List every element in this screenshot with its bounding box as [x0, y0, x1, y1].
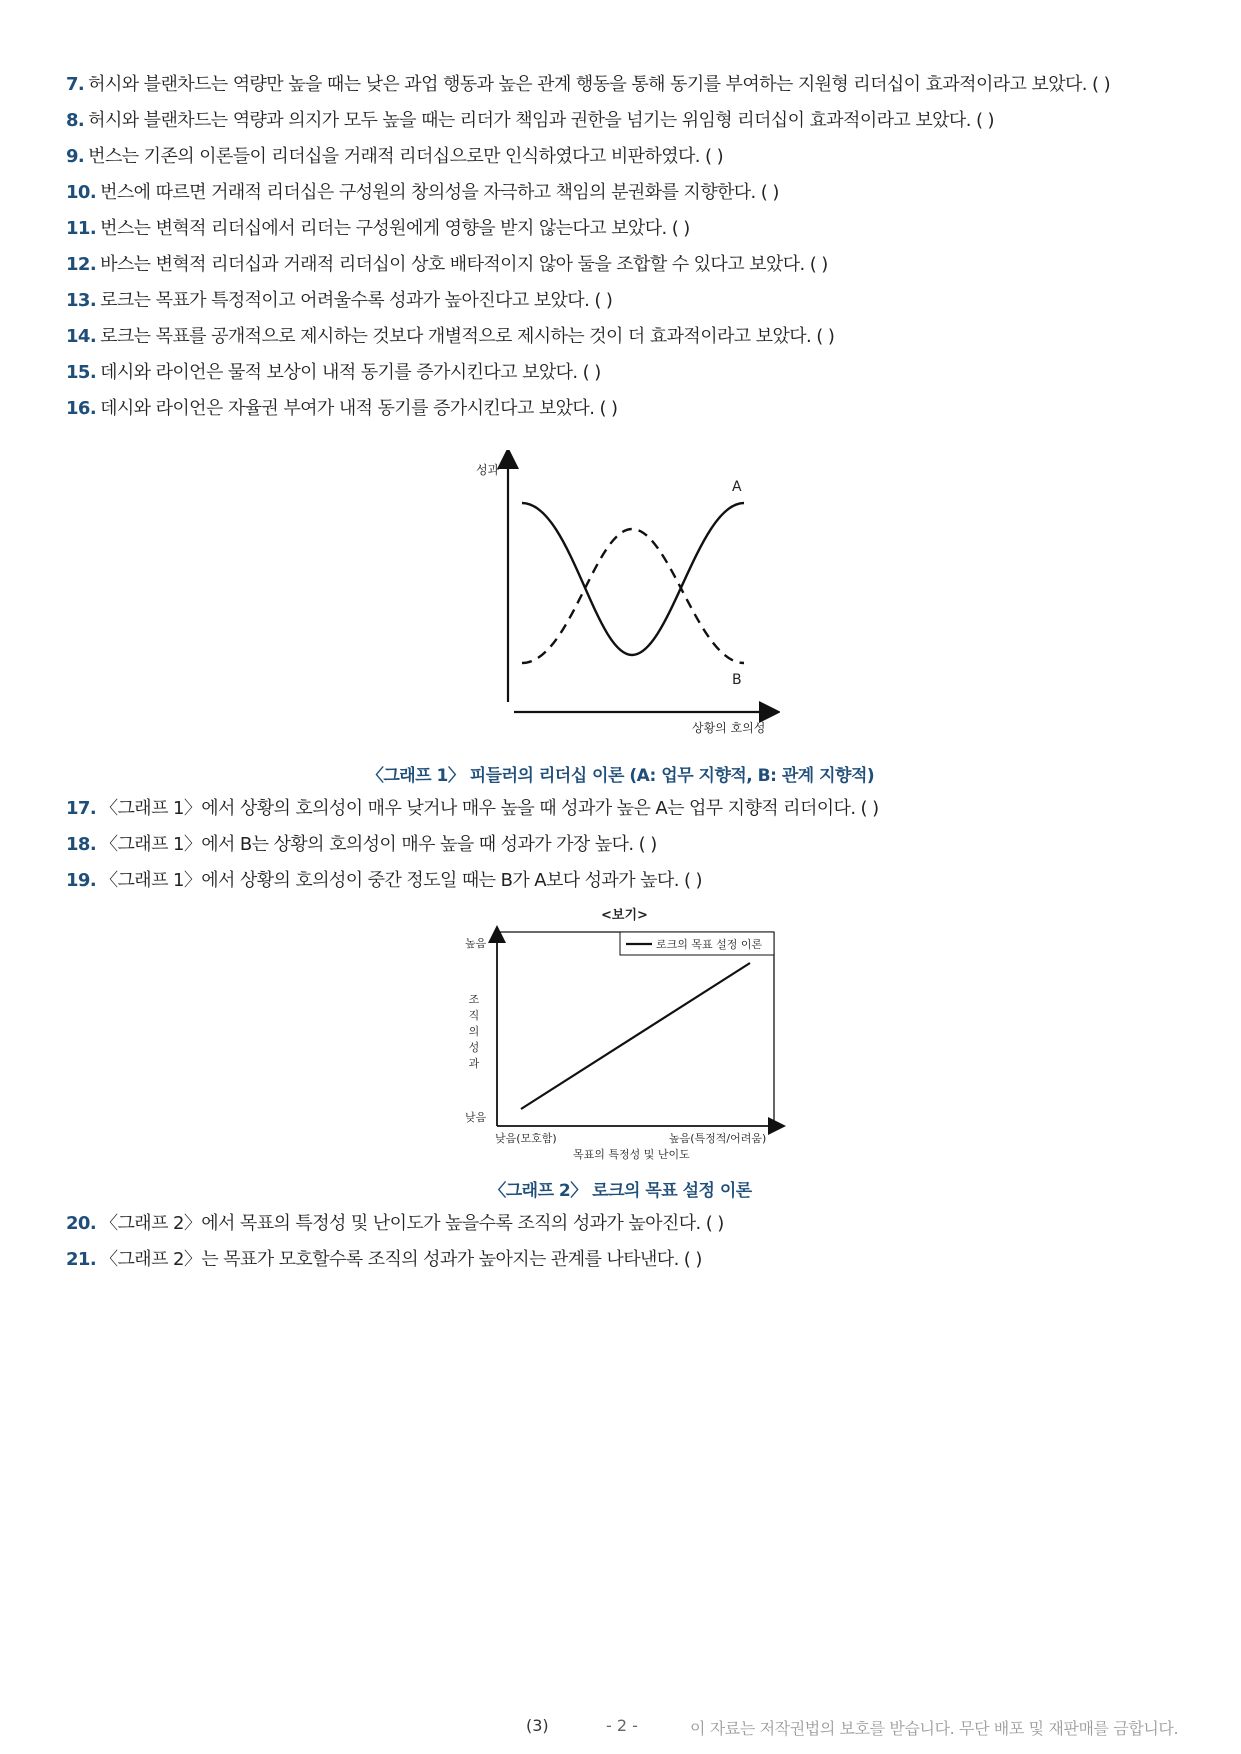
- footer-page-code: (3): [526, 1716, 549, 1735]
- question-13: [66, 289, 612, 313]
- question-9: [66, 145, 723, 169]
- question-21: [66, 1248, 702, 1272]
- question-17: [66, 797, 879, 821]
- question-text: 〈그래프 2〉에서 목표의 특정성 및 난이도가 높을수록 조직의 성과가 높아진다. ( ): [100, 1213, 724, 1234]
- question-text: 〈그래프 2〉는 목표가 모호할수록 조직의 성과가 높아지는 관계를 나타낸다. ( ): [100, 1249, 702, 1270]
- question-text: 번스에 따르면 거래적 리더십은 구성원의 창의성을 자극하고 책임의 분권화를 지향한다. ( ): [100, 182, 779, 203]
- question-text: 로크는 목표가 특정적이고 어려울수록 성과가 높아진다고 보았다. ( ): [100, 290, 613, 311]
- graph2-line-locke: [521, 963, 750, 1109]
- question-number: 18.: [66, 834, 97, 855]
- footer-page-number: - 2 -: [606, 1716, 638, 1735]
- graph1-caption: 〈그래프 1〉 피들러의 리더십 이론 (A: 업무 지향적, B: 관계 지향적): [366, 766, 875, 786]
- question-18: [66, 833, 657, 857]
- question-number: 16.: [66, 398, 97, 419]
- question-15: [66, 361, 601, 385]
- question-number: 8.: [66, 110, 85, 131]
- question-number: 14.: [66, 326, 97, 347]
- question-number: 17.: [66, 798, 97, 819]
- graph2-legend-label: 로크의 목표 설정 이론: [656, 938, 763, 951]
- question-number: 10.: [66, 182, 97, 203]
- question-text: 허시와 블랜차드는 역량과 의지가 모두 높을 때는 리더가 책임과 권한을 넘기는 위임형 리더십이 효과적이라고 보았다. ( ): [88, 110, 994, 131]
- graph2-title: <보기>: [601, 908, 648, 923]
- question-text: 데시와 라이언은 자율권 부여가 내적 동기를 증가시킨다고 보았다. ( ): [100, 398, 618, 419]
- question-text: 바스는 변혁적 리더십과 거래적 리더십이 상호 배타적이지 않아 둘을 조합할 수 있다고 보았다. ( ): [100, 254, 828, 275]
- graph1-fiedler: [460, 450, 780, 740]
- graph2-y-low: 낮음: [465, 1111, 487, 1124]
- question-8: [66, 109, 994, 133]
- graph2-x-low: 낮음(모호함): [495, 1132, 557, 1145]
- question-14: [66, 325, 834, 349]
- question-text: 로크는 목표를 공개적으로 제시하는 것보다 개별적으로 제시하는 것이 더 효과적이라고 보았다. ( ): [100, 326, 835, 347]
- graph2-caption: 〈그래프 2〉 로크의 목표 설정 이론: [489, 1181, 752, 1201]
- graph1-label-b: B: [732, 672, 742, 688]
- graph2-x-label: 목표의 특정성 및 난이도: [573, 1148, 690, 1161]
- graph1-y-label: 성과: [476, 463, 500, 477]
- question-text: 데시와 라이언은 물적 보상이 내적 동기를 증가시킨다고 보았다. ( ): [100, 362, 601, 383]
- question-text: 〈그래프 1〉에서 B는 상황의 호의성이 매우 높을 때 성과가 가장 높다. ( ): [100, 834, 657, 855]
- footer-copyright-notice: 이 자료는 저작권법의 보호를 받습니다. 무단 배포 및 재판매를 금합니다.: [690, 1719, 1179, 1738]
- question-number: 9.: [66, 146, 85, 167]
- question-number: 13.: [66, 290, 97, 311]
- question-text: 〈그래프 1〉에서 상황의 호의성이 중간 정도일 때는 B가 A보다 성과가 높다. ( ): [100, 870, 702, 891]
- question-number: 20.: [66, 1213, 97, 1234]
- question-number: 21.: [66, 1249, 97, 1270]
- question-12: [66, 253, 828, 277]
- question-text: 허시와 블랜차드는 역량만 높을 때는 낮은 과업 행동과 높은 관계 행동을 통해 동기를 부여하는 지원형 리더십이 효과적이라고 보았다. ( ): [88, 74, 1110, 95]
- question-11: [66, 217, 690, 241]
- question-number: 7.: [66, 74, 85, 95]
- question-7: [66, 73, 1110, 97]
- question-number: 11.: [66, 218, 97, 239]
- graph2-locke: [455, 902, 795, 1170]
- question-19: [66, 869, 702, 893]
- question-text: 〈그래프 1〉에서 상황의 호의성이 매우 낮거나 매우 높을 때 성과가 높은 A는 업무 지향적 리더이다. ( ): [100, 798, 879, 819]
- question-20: [66, 1212, 724, 1236]
- question-text: 번스는 변혁적 리더십에서 리더는 구성원에게 영향을 받지 않는다고 보았다. ( ): [100, 218, 690, 239]
- question-16: [66, 397, 617, 421]
- graph2-x-high: 높음(특정적/어려움): [669, 1132, 767, 1145]
- question-number: 12.: [66, 254, 97, 275]
- graph2-y-label: 조 직 의 성 과: [468, 993, 480, 1070]
- question-number: 15.: [66, 362, 97, 383]
- graph1-curve-a: [522, 503, 744, 655]
- question-number: 19.: [66, 870, 97, 891]
- graph1-x-label: 상황의 호의성: [692, 721, 766, 735]
- question-10: [66, 181, 779, 205]
- graph1-curve-b: [522, 529, 744, 663]
- question-text: 번스는 기존의 이론들이 리더십을 거래적 리더십으로만 인식하였다고 비판하였다. ( ): [88, 146, 724, 167]
- graph1-label-a: A: [732, 479, 742, 495]
- graph2-y-high: 높음: [465, 937, 487, 950]
